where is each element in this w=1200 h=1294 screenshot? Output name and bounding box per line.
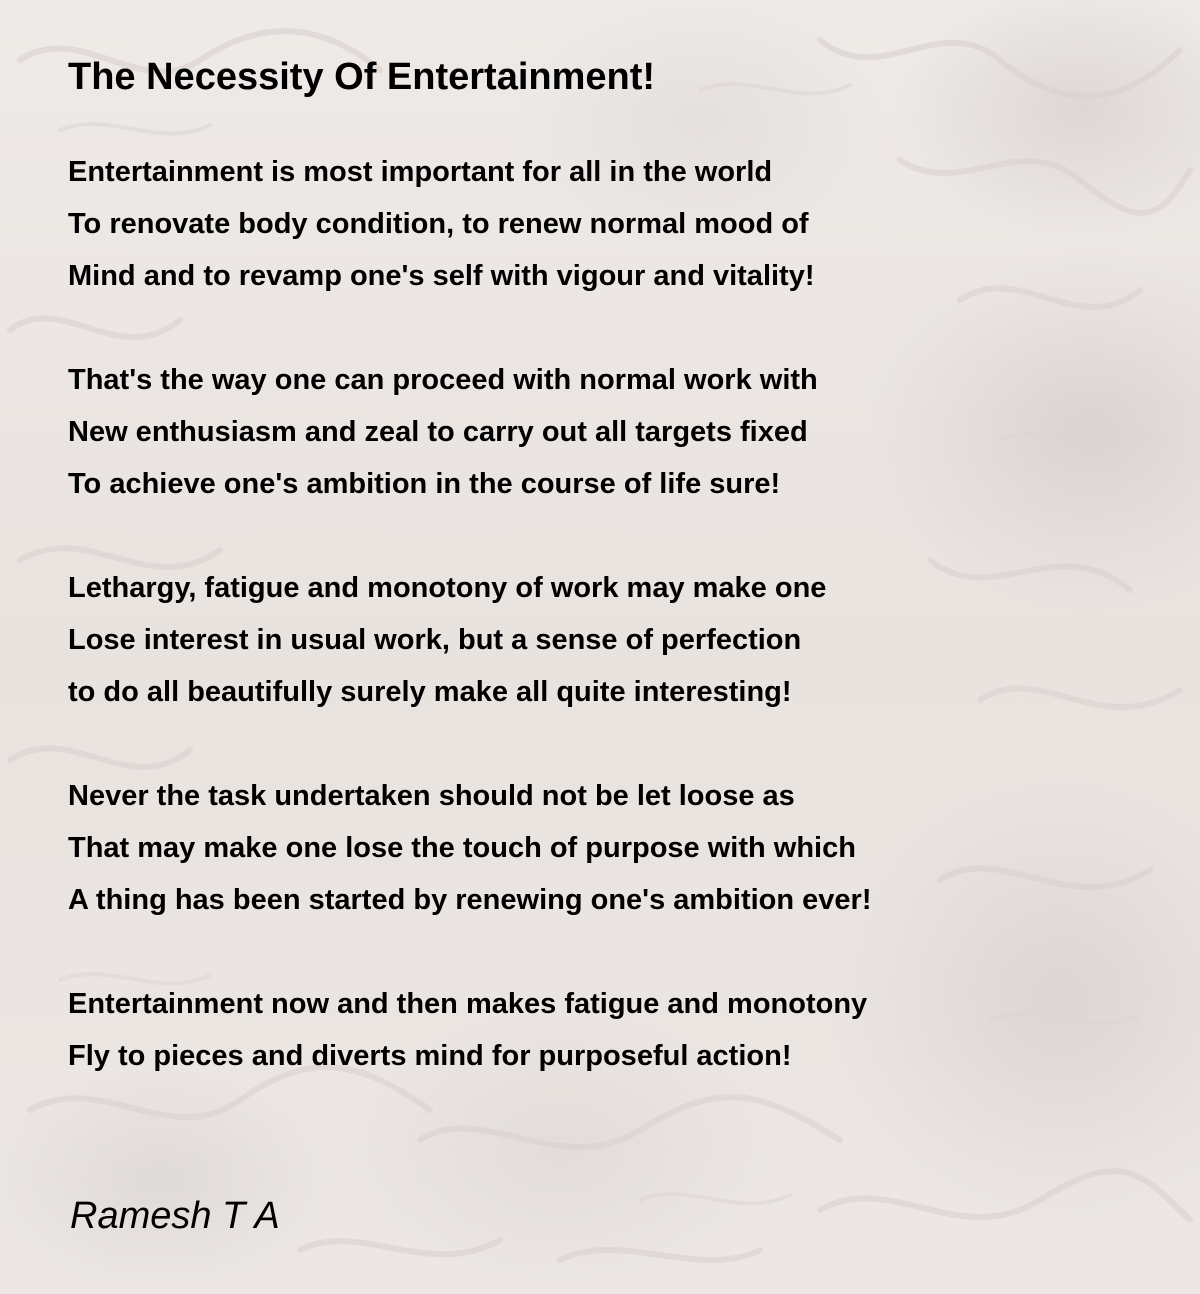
stanza-5 [68, 978, 1148, 1082]
poem-line: Fly to pieces and diverts mind for purposeful action! [68, 1040, 792, 1072]
poem [68, 48, 1148, 1134]
poem-line: To renovate body condition, to renew normal mood of [68, 208, 809, 240]
poem-line: Entertainment is most important for all in the world [68, 156, 773, 188]
poem-author: Ramesh T A [70, 1195, 280, 1237]
poem-line: A thing has been started by renewing one's ambition ever! [68, 884, 872, 916]
stanza-1 [68, 146, 1148, 302]
poem-line: Never the task undertaken should not be let loose as [68, 780, 795, 812]
poem-line: That's the way one can proceed with normal work with [68, 364, 818, 396]
poem-line: to do all beautifully surely make all quite interesting! [68, 676, 792, 708]
poem-line: Entertainment now and then makes fatigue and monotony [68, 988, 868, 1020]
stanza-4 [68, 770, 1148, 926]
poem-title: The Necessity Of Entertainment! [68, 56, 656, 98]
poem-line: That may make one lose the touch of purpose with which [68, 832, 856, 864]
poem-line: New enthusiasm and zeal to carry out all targets fixed [68, 416, 808, 448]
poem-line: To achieve one's ambition in the course of life sure! [68, 468, 781, 500]
poem-line: Lose interest in usual work, but a sense of perfection [68, 624, 802, 656]
stanza-2 [68, 354, 1148, 510]
stanza-3 [68, 562, 1148, 718]
poem-line: Lethargy, fatigue and monotony of work may make one [68, 572, 827, 604]
poem-line: Mind and to revamp one's self with vigour and vitality! [68, 260, 815, 292]
